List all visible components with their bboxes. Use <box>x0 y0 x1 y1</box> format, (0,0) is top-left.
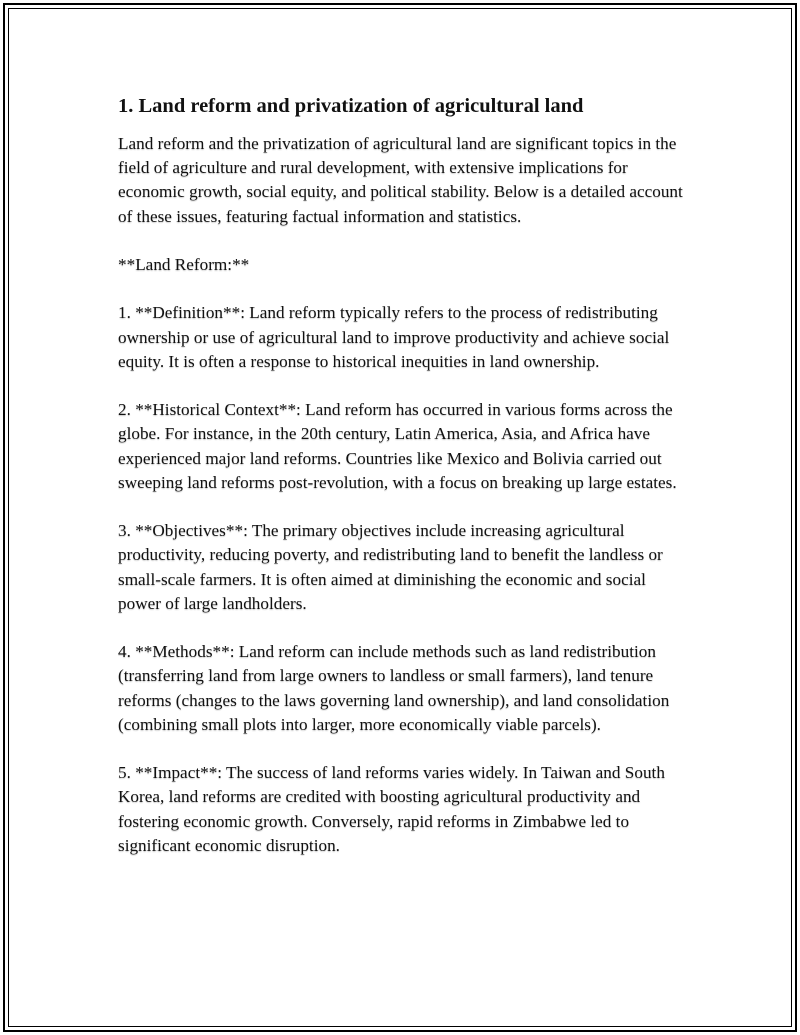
paragraph-methods: 4. **Methods**: Land reform can include methods such as land redistribution (transferring land from large owners to landless or small farmers), land tenure reforms (changes to the laws governing land ownership), and land consolidation (combining small plots into larger, more economically viable parcels). <box>118 642 670 734</box>
document-body <box>118 92 690 882</box>
paragraph-definition: 1. **Definition**: Land reform typically refers to the process of redistributing ownership or use of agricultural land to improve productivity and achieve social equity. It is often a response to historical inequities in land ownership. <box>118 303 670 371</box>
paragraph-historical-context: 2. **Historical Context**: Land reform has occurred in various forms across the globe. For instance, in the 20th century, Latin America, Asia, and Africa have experienced major land reforms. Countries like Mexico and Bolivia carried out sweeping land reforms post-revolution, with a focus on breaking up large estates. <box>118 400 677 492</box>
subsection-label-land-reform: **Land Reform:** <box>118 255 250 274</box>
section-heading: 1. Land reform and privatization of agricultural land <box>118 95 584 117</box>
paragraph-impact: 5. **Impact**: The success of land reforms varies widely. In Taiwan and South Korea, land reforms are credited with boosting agricultural productivity and fostering economic growth. Conversely, rapid reforms in Zimbabwe led to significant economic disruption. <box>118 763 665 855</box>
intro-paragraph: Land reform and the privatization of agricultural land are significant topics in the field of agriculture and rural development, with extensive implications for economic growth, social equity, and political stability. Below is a detailed account of these issues, featuring factual information and statistics. <box>118 134 683 226</box>
paragraph-objectives: 3. **Objectives**: The primary objectives include increasing agricultural productivity, reducing poverty, and redistributing land to benefit the landless or small-scale farmers. It is often aimed at diminishing the economic and social power of large landholders. <box>118 521 663 613</box>
